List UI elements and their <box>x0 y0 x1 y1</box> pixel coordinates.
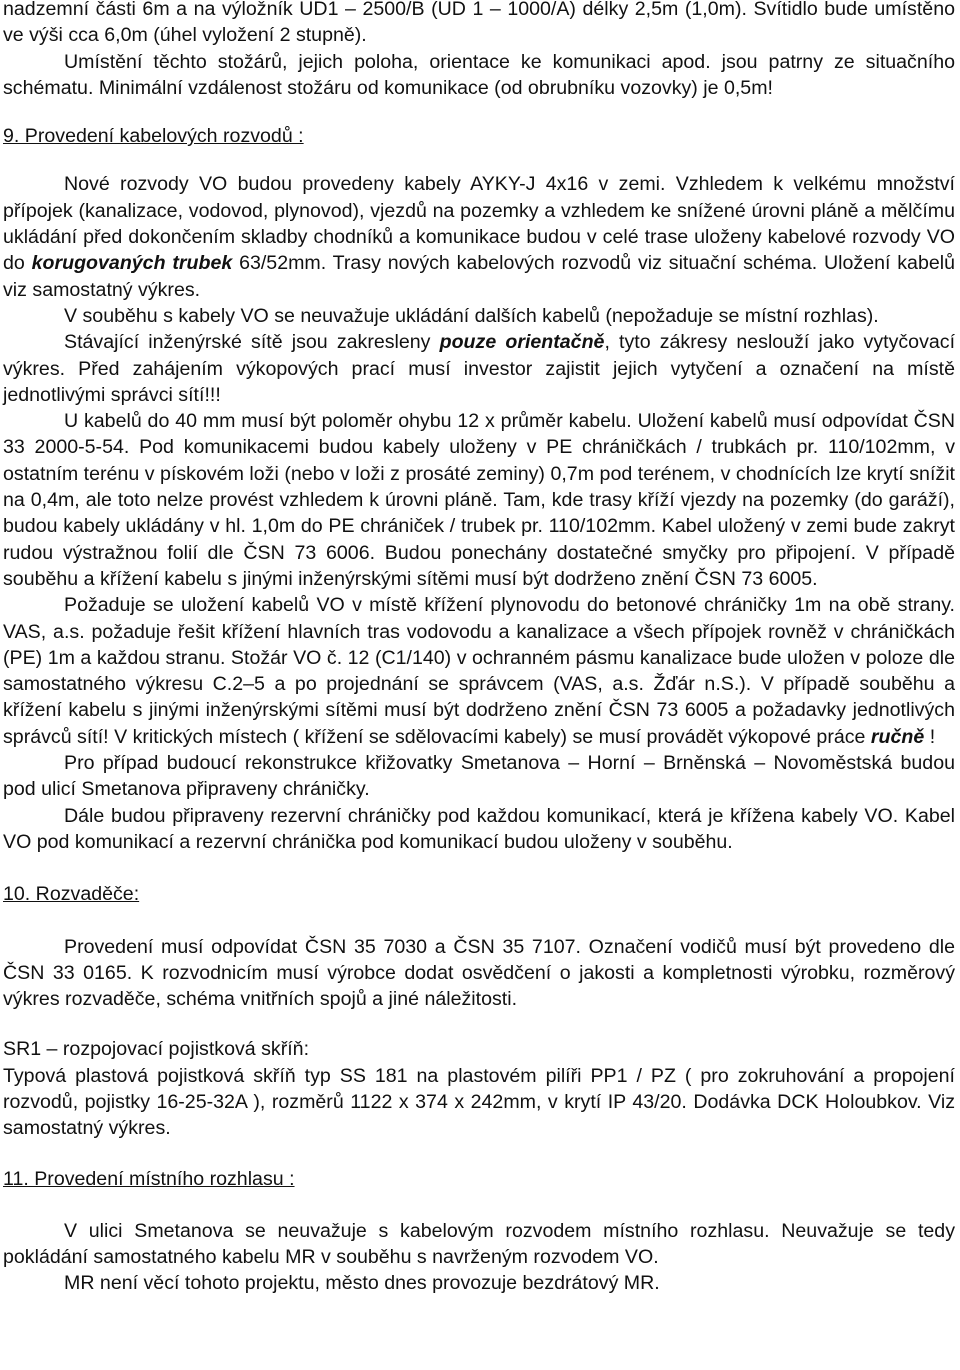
section-10-paragraph-provedeni: Provedení musí odpovídat ČSN 35 7030 a ČSN 35 7107. Označení vodičů musí být provedeno dle ČSN 33 0165. K rozvodnicím musí výrobce dodat osvědčení o jakosti a kompletnosti výrobku, rozměrový výkres rozvaděče, schéma vnitřních spojů a jiné náležitosti. <box>3 935 955 1011</box>
section-9-heading: 9. Provedení kabelových rozvodů : <box>3 125 304 148</box>
section-9-paragraph-ulozeni: U kabelů do 40 mm musí být poloměr ohybu 12 x průměr kabelu. Uložení kabelů musí odpovídat ČSN 33 2000-5-54. Pod komunikacemi budou kabely uloženy v PE chráničkách / trubkách pr. 110/102mm, v ostatním terénu v pískovém loži (nebo v loži z prosáté zeminy) 0,7m pod terénem, v chodnících lze krytí snížit na 0,4m, ale toto nelze provést vzhledem k úrovni pláně. Tam, kde trasy kříží vjezdy na pozemky (do garáží), budou kabely ukládány v hl. 1,0m do PE chrániček / trubek pr. 110/102mm. Kabel uložený v zemi bude zakryt rudou výstražnou folií dle ČSN 73 6006. Budou ponechány dostatečné smyčky pro připojení. V případě souběhu a křížení kabelu s jinými inženýrskými sítěmi musí být dodrženo znění ČSN 73 6005. <box>3 410 955 590</box>
paragraph-stozar-spec: nadzemní části 6m a na výložník UD1 – 2500/B (UD 1 – 1000/A) délky 2,5m (1,0m). Svítidlo bude umístěno ve výši cca 6,0m (úhel vyložení 2 stupně). <box>3 0 955 47</box>
paragraph-stozar-placement: Umístění těchto stožárů, jejich poloha, orientace ke komunikaci apod. jsou patrny ze situačního schématu. Minimální vzdálenost stožáru od komunikace (od obrubníku vozovky) je 0,5m! <box>3 50 955 99</box>
text-segment: 63/52mm. Trasy nových kabelových rozvodů viz situační schéma. Uložení kabelů viz samostatný výkres. <box>3 252 955 301</box>
section-11-heading: 11. Provedení místního rozhlasu : <box>3 1167 295 1190</box>
emphasis-pouze-orientacne: pouze orientačně <box>439 331 605 354</box>
text-segment: Požaduje se uložení kabelů VO v místě křížení plynovodu do betonové chráničky 1m na obě strany. VAS, a.s. požaduje řešit křížení hlavních tras vodovodu a kanalizace a všech přípojek rovněž v chráničkách (PE) 1m a každou stranu. Stožár VO č. 12 (C1/140) v ochranném pásmu kanalizace bude uložen v poloze dle samostatného výkresu C.2–5 a po projednání se správcem (VAS, a.s. Žďár n.S.). V případě souběhu a křížení kabelu s jinými inženýrskými sítěmi musí být dodrženo znění ČSN 73 6005 a požadavky jednotlivých správců sítí! V kritických místech ( křížení se sdělovacími kabely) se musí provádět výkopové práce <box>3 594 955 748</box>
section-9-paragraph-soubeh: V souběhu s kabely VO se neuvažuje ukládání dalších kabelů (nepožaduje se místní rozhlas). <box>64 304 879 327</box>
section-11-paragraph-rozhlas: V ulici Smetanova se neuvažuje s kabelovým rozvodem místního rozhlasu. Neuvažuje se tedy pokládání samostatného kabelu MR v souběhu s navrženým rozvodem VO. <box>3 1219 955 1269</box>
section-9-paragraph-krizeni <box>3 592 955 750</box>
document-page <box>3 0 955 1297</box>
emphasis-rucne: ručně <box>870 725 925 748</box>
section-11-paragraph-mr: MR není věcí tohoto projektu, město dnes provozuje bezdrátový MR. <box>64 1272 660 1295</box>
text-segment: Stávající inženýrské sítě jsou zakresleny <box>64 331 440 354</box>
emphasis-korugovane-trubky: korugovaných trubek <box>31 252 233 275</box>
section-9-paragraph-rezervni: Dále budou připraveny rezervní chráničky pod každou komunikací, která je křížena kabely VO. Kabel VO pod komunikací a rezervní chránička pod komunikací budou uloženy v souběhu. <box>3 804 955 853</box>
section-10-heading: 10. Rozvaděče: <box>3 883 140 906</box>
section-9-paragraph-rekonstrukce: Pro případ budoucí rekonstrukce křižovatky Smetanova – Horní – Brněnská – Novoměstská budou pod ulicí Smetanova připraveny chráničky. <box>3 752 955 801</box>
section-9-paragraph-cables <box>3 171 955 302</box>
text-segment: , tyto zákresy neslouží jako vytyčovací výkres. Před zahájením výkopových prací musí investor zajistit jejich vytyčení a označení na místě jednotlivými správci sítí!!! <box>3 331 956 406</box>
section-9-paragraph-site <box>3 329 955 408</box>
sr1-heading: SR1 – rozpojovací pojistková skříň: <box>3 1038 310 1061</box>
sr1-description: Typová plastová pojistková skříň typ SS 181 na plastovém pilíři PP1 / PZ ( pro zokruhování a propojení rozvodů, pojistky 16-25-32A ), rozměrů 1122 x 374 x 242mm, v krytí IP 43/20. Dodávka DCK Holoubkov. Viz samostatný výkres. <box>3 1064 955 1140</box>
text-segment: ! <box>924 725 936 748</box>
text-segment: Nové rozvody VO budou provedeny kabely AYKY-J 4x16 v zemi. Vzhledem k velkému množství přípojek (kanalizace, vodovod, plynovod), vjezdů na pozemky a vzhledem ke snížené úrovni pláně a mělčímu ukládání před dokončením skladby chodníků a komunikace budou v celé trase uloženy kabelové rozvody VO do <box>3 173 955 275</box>
